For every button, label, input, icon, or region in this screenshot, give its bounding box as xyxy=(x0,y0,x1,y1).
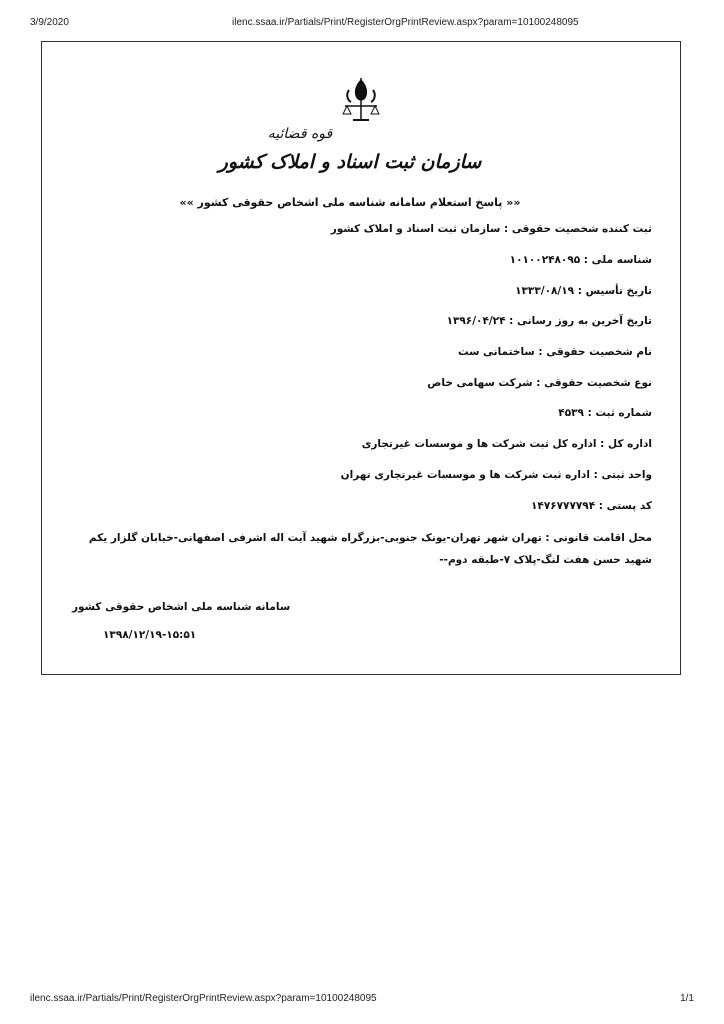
field-value: ۱۴۷۶۷۷۷۷۹۴ xyxy=(531,500,596,512)
field-value: سازمان ثبت اسناد و املاک کشور xyxy=(330,223,501,235)
field-value: ۱۳۹۶/۰۴/۲۴ xyxy=(446,315,506,327)
field-general-office: اداره کل : اداره کل ثبت شرکت ها و موسسات غیرتجاری xyxy=(361,438,652,450)
field-last-update: تاریخ آخرین به روز رسانی : ۱۳۹۶/۰۴/۲۴ xyxy=(446,315,652,327)
field-founding-date: تاریخ تأسیس : ۱۳۳۳/۰۸/۱۹ xyxy=(515,285,652,297)
field-legal-address: محل اقامت قانونی : تهران شهر تهران-یونک جنوبی-بزرگراه شهید آیت اله اشرفی اصفهانی-خیابان گلزار یکم شهید حسن هفت لنگ-پلاک ۷-طبقه دوم-- xyxy=(88,532,652,566)
field-label: نوع شخصیت حقوقی xyxy=(544,377,652,389)
field-value: ساختمانی ست xyxy=(457,346,535,358)
field-label: واحد ثبتی xyxy=(601,469,652,481)
field-value: ۱۰۱۰۰۲۴۸۰۹۵ xyxy=(509,254,581,266)
field-label: شناسه ملی xyxy=(591,254,652,266)
field-value: ۴۵۳۹ xyxy=(558,407,584,419)
print-date: 3/9/2020 xyxy=(30,17,69,28)
field-label: نام شخصیت حقوقی xyxy=(546,346,652,358)
print-page-number: 1/1 xyxy=(680,993,694,1004)
footer-system-name: سامانه شناسه ملی اشخاص حقوقی کشور xyxy=(72,601,291,613)
field-registration-unit: واحد ثبتی : اداره ثبت شرکت ها و موسسات غیرتجاری تهران xyxy=(340,469,652,481)
field-label: تاریخ آخرین به روز رسانی xyxy=(517,315,652,327)
field-value: اداره ثبت شرکت ها و موسسات غیرتجاری تهران xyxy=(340,469,590,481)
field-registrar: ثبت کننده شخصیت حقوقی : سازمان ثبت اسناد و املاک کشور xyxy=(330,223,652,235)
field-entity-name: نام شخصیت حقوقی : ساختمانی ست xyxy=(457,346,652,358)
iran-emblem-icon xyxy=(339,76,383,124)
field-label: شماره ثبت xyxy=(595,407,652,419)
print-url-footer: ilenc.ssaa.ir/Partials/Print/RegisterOrgPrintReview.aspx?param=10100248095 xyxy=(30,993,377,1004)
field-label: محل اقامت قانونی xyxy=(553,532,652,544)
field-value: اداره کل ثبت شرکت ها و موسسات غیرتجاری xyxy=(361,438,597,450)
field-value: شرکت سهامی خاص xyxy=(427,377,533,389)
field-label: اداره کل xyxy=(608,438,652,450)
field-label: کد پستی xyxy=(606,500,652,512)
print-url-header: ilenc.ssaa.ir/Partials/Print/RegisterOrgPrintReview.aspx?param=10100248095 xyxy=(232,17,579,28)
org-name-logo: سازمان ثبت اسناد و املاک کشور xyxy=(218,151,482,173)
footer-datetime: ۱۳۹۸/۱۲/۱۹-۱۵:۵۱ xyxy=(103,629,197,641)
field-national-id: شناسه ملی : ۱۰۱۰۰۲۴۸۰۹۵ xyxy=(509,254,652,266)
field-value: تهران شهر تهران-یونک جنوبی-بزرگراه شهید آیت اله اشرفی اصفهانی-خیابان گلزار یکم شهید حسن هفت لنگ-پلاک ۷-طبقه دوم-- xyxy=(88,532,652,566)
field-value: ۱۳۳۳/۰۸/۱۹ xyxy=(515,285,575,297)
field-entity-type: نوع شخصیت حقوقی : شرکت سهامی خاص xyxy=(427,377,652,389)
field-postal-code: کد پستی : ۱۴۷۶۷۷۷۷۹۴ xyxy=(531,500,652,512)
judiciary-motto: قوه قضائیه xyxy=(267,126,333,142)
field-registration-number: شماره ثبت : ۴۵۳۹ xyxy=(558,407,652,419)
field-label: ثبت کننده شخصیت حقوقی xyxy=(511,223,652,235)
document-title: «« پاسخ استعلام سامانه شناسه ملی اشخاص حقوقی کشور »» xyxy=(179,196,521,209)
field-label: تاریخ تأسیس xyxy=(585,285,652,297)
